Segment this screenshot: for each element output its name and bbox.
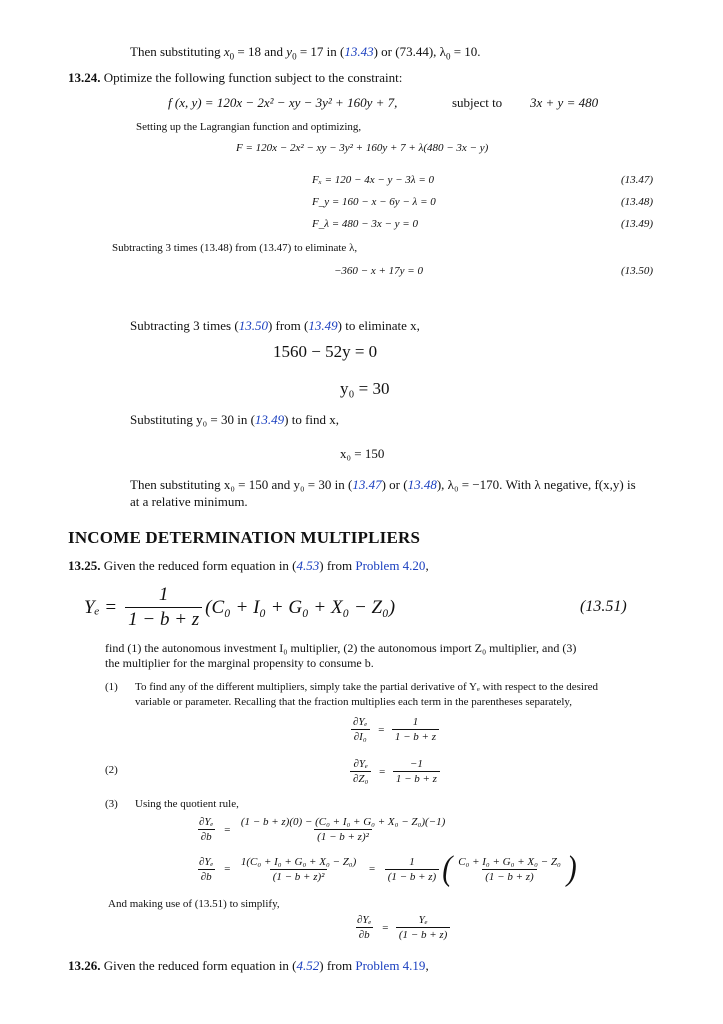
final-end: ), λ₀ = −170. With λ negative, f(x,y) is bbox=[436, 477, 636, 492]
p1325-mid: ) from bbox=[319, 558, 356, 573]
final-text bbox=[130, 477, 636, 493]
item-1-line1: To find any of the different multipliers, simply take the partial derivative of Yₑ with respect to the desired bbox=[135, 681, 598, 693]
derivative-b-expanded: $\frac{\text{∂Yₑ}}{\partial b}$ = $\frac{\text{1(C₀ + I₀ + G₀ + X₀ − Z₀)}}{\text{(1 − b + z)²}}$ = $\frac{1}{(1 - b + z)}$ ( $\frac{\text{C₀ + I₀ + G₀ + X₀ − Z₀}}{(1 - b + z)}$ ) bbox=[193, 854, 577, 884]
intro-text-mid2: = 17 in ( bbox=[296, 44, 345, 59]
d4-rden: (1 − b + z)² bbox=[270, 869, 328, 883]
equation-13-48: F_y = 160 − x − 6y − λ = 0 bbox=[312, 196, 436, 208]
objective-function: f (x, y) = 120x − 2x² − xy − 3y² + 160y + 7, bbox=[168, 95, 398, 110]
problem-number: 13.24. bbox=[68, 70, 101, 85]
subst-end: ) to find x, bbox=[284, 412, 340, 427]
d4-r2num: 1 bbox=[409, 855, 415, 868]
tag-13-51: (13.51) bbox=[580, 598, 627, 615]
derivative-b-quotient: $\frac{\text{∂Yₑ}}{\partial b}$ = $\frac{\text{(1 − b + z)(0) − (C₀ + I₀ + G₀ + X₀ − Z₀)(−1)}}{\text{(1 − b + z)²}}$ bbox=[193, 816, 451, 843]
intro-line: Then substituting $x_0 = 18$ and $y_0 = 17$ in (13.43) or (73.44), $\lambda_0 = 10$. bbox=[130, 44, 481, 62]
final-text-line2: at a relative minimum. bbox=[130, 494, 248, 509]
d5-den: ∂b bbox=[356, 927, 373, 941]
equation-y0: y₀ = 30 bbox=[340, 379, 390, 398]
d3-rden: (1 − b + z)² bbox=[314, 829, 372, 843]
ref-link-13-49[interactable]: 13.49 bbox=[308, 318, 338, 333]
d4-r3den: (1 − b + z) bbox=[482, 869, 536, 883]
simplify-text: And making use of (13.51) to simplify, bbox=[108, 898, 280, 910]
problem-text: Optimize the following function subject to the constraint: bbox=[100, 70, 403, 85]
subtract2-pre: Subtracting 3 times ( bbox=[130, 318, 239, 333]
ref-link-13-47[interactable]: 13.47 bbox=[352, 477, 382, 492]
d5-rnum: Yₑ bbox=[418, 914, 428, 926]
problem-number-13-25: 13.25. bbox=[68, 558, 101, 573]
derivative-i0: $\frac{\text{∂Yₑ}}{\text{∂I₀}}$ = $\frac{1}{1 - b + z}$ bbox=[347, 716, 442, 743]
derivative-z0: $\frac{\text{∂Yₑ}}{\text{∂Z₀}}$ = $\frac{-1}{1 - b + z}$ bbox=[347, 758, 443, 785]
problem-number-13-26: 13.26. bbox=[68, 958, 101, 973]
p1326-end: , bbox=[425, 958, 429, 973]
ref-link-13-50[interactable]: 13.50 bbox=[238, 318, 268, 333]
d2-rden: 1 − b + z bbox=[393, 771, 440, 785]
big-frac-num: 1 bbox=[158, 584, 169, 605]
d3-den: ∂b bbox=[198, 829, 215, 843]
item-2-label: (2) bbox=[105, 764, 118, 776]
d1-rden: 1 − b + z bbox=[392, 729, 439, 743]
tag-13-47: (13.47) bbox=[621, 174, 654, 186]
d2-den: ∂Z₀ bbox=[350, 771, 371, 785]
subject-to-label: subject to bbox=[452, 95, 503, 110]
d1-rnum: 1 bbox=[412, 716, 419, 728]
setup-text: Setting up the Lagrangian function and optimizing, bbox=[136, 121, 362, 133]
item-3-label: (3) bbox=[105, 798, 118, 810]
ref-link-4-52[interactable]: 4.52 bbox=[296, 958, 320, 973]
find-line-1: find (1) the autonomous investment I₀ multiplier, (2) the autonomous import Z₀ multiplier, and (3) bbox=[105, 641, 577, 655]
d4-num: ∂Yₑ bbox=[199, 855, 214, 868]
problem-13-26-statement bbox=[68, 958, 429, 974]
subtract2-mid: ) from ( bbox=[267, 318, 309, 333]
derivative-b-simplified: $\frac{\text{∂Yₑ}}{\partial b}$ = $\frac{\text{Yₑ}}{(1 - b + z)}$ bbox=[351, 914, 453, 941]
equation-13-47: Fₓ = 120 − 4x − y − 3λ = 0 bbox=[312, 174, 434, 186]
equation-13-49: F_λ = 480 − 3x − y = 0 bbox=[312, 218, 418, 230]
final-pre: Then substituting x₀ = 150 and y₀ = 30 in ( bbox=[130, 477, 353, 492]
intro-text-mid1: = 18 and bbox=[234, 44, 287, 59]
y0-symbol: y bbox=[286, 44, 293, 59]
p1326-pre: Given the reduced form equation in ( bbox=[100, 958, 297, 973]
p1325-end: , bbox=[425, 558, 429, 573]
d3-rnum: (1 − b + z)(0) − (C₀ + I₀ + G₀ + X₀ − Z₀)(−1) bbox=[240, 816, 446, 828]
x0-symbol: x bbox=[223, 44, 230, 59]
problem-13-24-statement bbox=[68, 70, 402, 86]
right-paren: ) bbox=[566, 849, 577, 888]
problem-link-4-19[interactable]: Problem 4.19 bbox=[355, 958, 426, 973]
d4-r2den: (1 − b + z) bbox=[385, 869, 439, 883]
p1326-mid: ) from bbox=[319, 958, 356, 973]
p1325-pre: Given the reduced form equation in ( bbox=[100, 558, 297, 573]
subtract2-end: ) to eliminate x, bbox=[337, 318, 420, 333]
final-mid: ) or ( bbox=[381, 477, 408, 492]
d4-den: ∂b bbox=[198, 869, 215, 883]
item-1-label: (1) bbox=[105, 681, 118, 693]
section-heading: INCOME DETERMINATION MULTIPLIERS bbox=[68, 528, 421, 547]
equation-13-51 bbox=[84, 584, 395, 631]
d1-num: ∂Yₑ bbox=[353, 716, 368, 728]
find-line-2: the multiplier for the marginal propensity to consume b. bbox=[105, 656, 374, 670]
item-1-line2: variable or parameter. Recalling that the fraction multiplies each term in the parentheses separately, bbox=[135, 696, 572, 708]
equation-1560: 1560 − 52y = 0 bbox=[273, 342, 378, 361]
equation-13-50: −360 − x + 17y = 0 bbox=[334, 265, 423, 277]
d5-rden: (1 − b + z) bbox=[396, 927, 450, 941]
ref-link-13-48[interactable]: 13.48 bbox=[407, 477, 437, 492]
d5-num: ∂Yₑ bbox=[357, 914, 372, 926]
substitute-text bbox=[130, 412, 339, 428]
intro-text-mid3: ) or (73.44), λ bbox=[373, 44, 446, 59]
d4-rnum: 1(C₀ + I₀ + G₀ + X₀ − Z₀) bbox=[240, 855, 357, 868]
big-paren-expression: (C₀ + I₀ + G₀ + X₀ − Z₀) bbox=[205, 596, 396, 618]
d4-r3num: C₀ + I₀ + G₀ + X₀ − Z₀ bbox=[458, 855, 561, 868]
problem-link-4-20[interactable]: Problem 4.20 bbox=[355, 558, 426, 573]
ref-link-13-43[interactable]: 13.43 bbox=[344, 44, 374, 59]
ref-link-4-53[interactable]: 4.53 bbox=[296, 558, 320, 573]
equation-x0: x₀ = 150 bbox=[340, 446, 385, 461]
intro-text: Then substituting bbox=[130, 44, 224, 59]
tag-13-49: (13.49) bbox=[621, 218, 654, 230]
d2-num: ∂Yₑ bbox=[353, 758, 368, 770]
d1-den: ∂I₀ bbox=[351, 729, 370, 743]
subst-pre: Substituting y₀ = 30 in ( bbox=[130, 412, 255, 427]
item-3-text: Using the quotient rule, bbox=[135, 798, 239, 810]
d3-num: ∂Yₑ bbox=[199, 816, 214, 828]
left-paren: ( bbox=[442, 849, 453, 888]
tag-13-48: (13.48) bbox=[621, 196, 654, 208]
constraint: 3x + y = 480 bbox=[530, 95, 599, 110]
subtract-text-1: Subtracting 3 times (13.48) from (13.47) to eliminate λ, bbox=[112, 242, 358, 254]
big-frac-den: 1 − b + z bbox=[125, 607, 202, 631]
ye-lhs: Yₑ = bbox=[84, 596, 118, 618]
subtract-text-2 bbox=[130, 318, 420, 334]
intro-text-end: = 10. bbox=[450, 44, 481, 59]
problem-13-25-statement bbox=[68, 558, 429, 574]
ref-link-13-49-b[interactable]: 13.49 bbox=[254, 412, 285, 427]
d2-rnum: −1 bbox=[409, 758, 423, 770]
tag-13-50: (13.50) bbox=[621, 265, 654, 277]
lagrangian-function: F = 120x − 2x² − xy − 3y² + 160y + 7 + λ(480 − 3x − y) bbox=[236, 142, 489, 154]
